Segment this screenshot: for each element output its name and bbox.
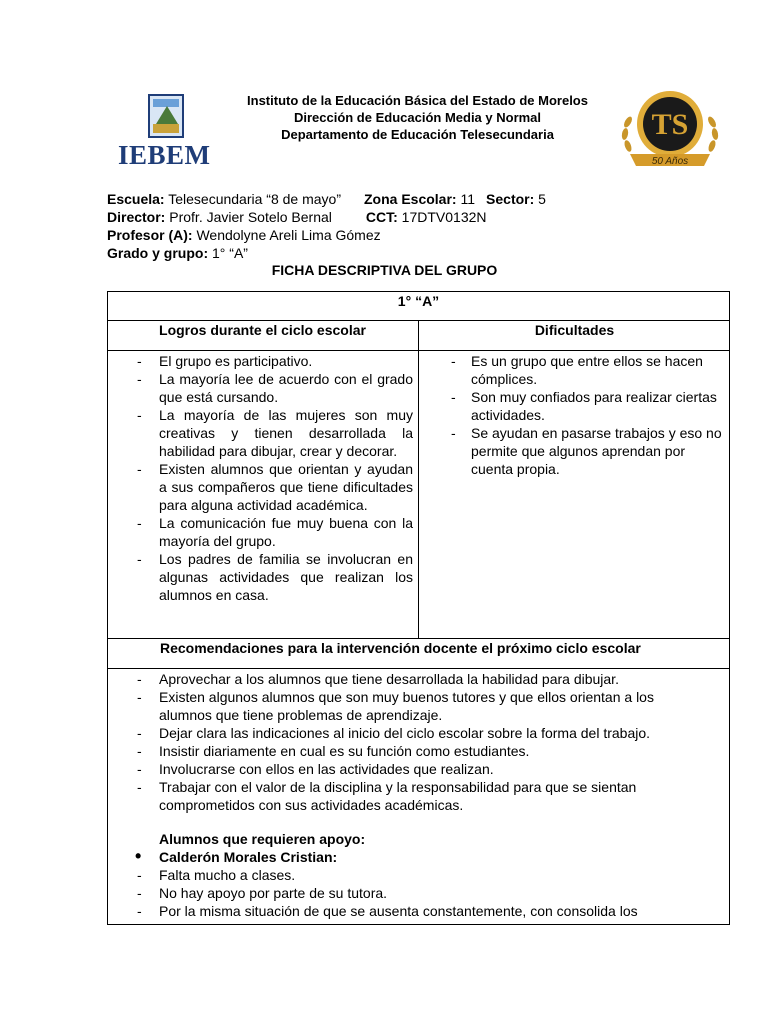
list-item: - Se ayudan en pasarse trabajos y eso no permite que algunos aprendan por cuenta propia. <box>419 424 724 478</box>
list-item: - La mayoría lee de acuerdo con el grado que está cursando. <box>107 370 413 406</box>
apoyo-student: • Calderón Morales Cristian: <box>107 848 707 866</box>
director-row <box>107 208 546 226</box>
institution-header <box>215 92 620 143</box>
recomendaciones-header: Recomendaciones para la intervención docente el próximo ciclo escolar <box>160 640 641 656</box>
list-item: - Dejar clara las indicaciones al inicio del ciclo escolar sobre la forma del trabajo. <box>107 724 707 742</box>
header-line-2: Dirección de Educación Media y Normal <box>293 110 542 125</box>
recomendaciones-cell <box>107 670 707 920</box>
list-item: - Existen algunos alumnos que son muy buenos tutores y que ellos orientan a los alumnos que tiene problemas de aprendizaje. <box>107 688 707 724</box>
list-item: - Falta mucho a clases. <box>107 866 707 884</box>
zona-label: Zona Escolar: <box>364 191 457 207</box>
list-item: - No hay apoyo por parte de su tutora. <box>107 884 707 902</box>
logros-cell <box>107 352 413 604</box>
iebem-logo-text: IEBEM <box>118 140 211 170</box>
dificultades-list <box>419 352 724 478</box>
grado-label: Grado y grupo: <box>107 245 209 261</box>
school-row <box>107 190 546 208</box>
header-line-3: Departamento de Educación Telesecundaria <box>281 127 554 142</box>
sector-value: 5 <box>534 191 546 207</box>
list-item: - La comunicación fue muy buena con la mayoría del grupo. <box>107 514 413 550</box>
dificultades-cell <box>419 352 724 478</box>
cct-value: 17DTV0132N <box>397 209 487 225</box>
list-item: - Involucrarse con ellos en las actividades que realizan. <box>107 760 707 778</box>
header-line-1: Instituto de la Educación Básica del Estado de Morelos <box>247 93 588 108</box>
profesor-row <box>107 226 546 244</box>
list-item: - Es un grupo que entre ellos se hacen cómplices. <box>419 352 724 388</box>
list-item: - Trabajar con el valor de la disciplina y la responsabilidad para que se sientan comprometidos con sus actividades académicas. <box>107 778 707 814</box>
recomendaciones-list <box>107 670 707 814</box>
page-title: FICHA DESCRIPTIVA DEL GRUPO <box>271 262 498 278</box>
logros-list <box>107 352 413 604</box>
apoyo-list <box>107 866 707 920</box>
list-item: - Existen alumnos que orientan y ayudan a sus compañeros que tiene dificultades para alguna actividad académica. <box>107 460 413 514</box>
school-info <box>107 190 546 262</box>
apoyo-title: Alumnos que requieren apoyo: <box>159 831 366 847</box>
profesor-label: Profesor (A): <box>107 227 193 243</box>
escuela-label: Escuela: <box>107 191 165 207</box>
iebem-seal-icon <box>148 94 184 138</box>
anniversary-badge-icon <box>616 82 724 172</box>
director-label: Director: <box>107 209 166 225</box>
grado-value: 1° “A” <box>208 245 248 261</box>
svg-text:TS: TS <box>651 108 689 141</box>
badge-label: 50 Años <box>651 156 689 167</box>
list-item: - Aprovechar a los alumnos que tiene desarrollada la habilidad para dibujar. <box>107 670 707 688</box>
dificultades-header: Dificultades <box>534 322 615 338</box>
list-item: - El grupo es participativo. <box>107 352 413 370</box>
ficha-table <box>107 291 730 925</box>
zona-value: 11 <box>456 191 476 207</box>
list-item: - Por la misma situación de que se ausenta constantemente, con consolida los <box>107 902 707 920</box>
escuela-value: Telesecundaria “8 de mayo” <box>164 191 341 207</box>
list-item: - Insistir diariamente en cual es su función como estudiantes. <box>107 742 707 760</box>
sector-label: Sector: <box>486 191 535 207</box>
grado-row <box>107 244 546 262</box>
cct-label: CCT: <box>365 209 398 225</box>
group-header: 1° “A” <box>397 293 440 309</box>
list-item: - Son muy confiados para realizar ciertas actividades. <box>419 388 724 424</box>
profesor-value: Wendolyne Areli Lima Gómez <box>192 227 381 243</box>
list-item: - Los padres de familia se involucran en algunas actividades que realizan los alumnos en casa. <box>107 550 413 604</box>
logros-header: Logros durante el ciclo escolar <box>159 322 366 338</box>
list-item: - La mayoría de las mujeres son muy creativas y tienen desarrollada la habilidad para dibujar, crear y decorar. <box>107 406 413 460</box>
director-value: Profr. Javier Sotelo Bernal <box>165 209 332 225</box>
